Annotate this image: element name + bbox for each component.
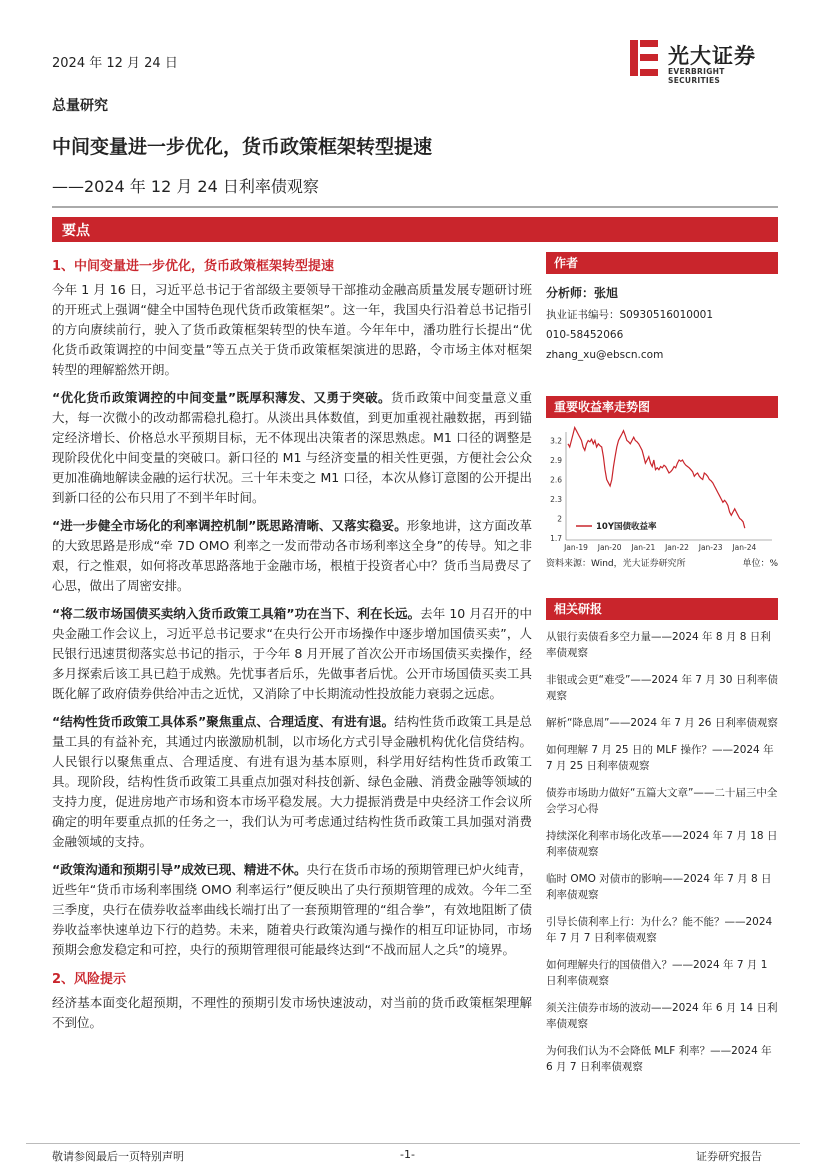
x-tick-label: Jan-24 bbox=[732, 543, 757, 552]
x-tick-label: Jan-21 bbox=[631, 543, 656, 552]
paragraph-4-body: 去年 10 月召开的中央金融工作会议上，习近平总书记要求“在央行公开市场操作中逐步增加国债买卖”，人民银行迅速贯彻落实总书记的指示，于今年 8 月开展了首次公开市场国债买卖操作，经多月探索后该工具已趋于成熟。先忧事者后乐，先做事者后忧。公开市场国债买卖工具既化解了政府债券供给冲击之近忧，又消除了中长期流动性投放能力衰弱之远虑。 bbox=[52, 606, 532, 701]
related-item[interactable]: 持续深化利率市场化改革——2024 年 7 月 18 日利率债观察 bbox=[546, 830, 778, 858]
report-category: 总量研究 bbox=[52, 98, 108, 114]
chart-bar: 重要收益率走势图 bbox=[546, 396, 778, 418]
chart-panel bbox=[546, 396, 778, 570]
analyst-cert: 执业证书编号：S0930516010001 bbox=[546, 309, 714, 321]
x-tick-label: Jan-22 bbox=[665, 543, 689, 552]
chart-source: 资料来源：Wind，光大证券研究所 bbox=[546, 559, 686, 569]
logo-text-en: EVERBRIGHT SECURITIES bbox=[668, 67, 725, 85]
x-tick-label: Jan-19 bbox=[564, 543, 588, 552]
y-tick-label: 2.3 bbox=[550, 495, 562, 504]
related-item[interactable]: 须关注债券市场的波动——2024 年 6 月 14 日利率债观察 bbox=[546, 1002, 778, 1030]
paragraph-3 bbox=[52, 516, 532, 596]
related-item[interactable]: 从银行卖债看多空力量——2024 年 8 月 8 日利率债观察 bbox=[546, 631, 771, 659]
related-item[interactable]: 如何理解 7 月 25 日的 MLF 操作？——2024 年 7 月 25 日利率债观察 bbox=[546, 744, 774, 772]
y-tick-label: 2.9 bbox=[550, 456, 562, 465]
paragraph-5-body: 结构性货币政策工具是总量工具的有益补充，其通过内嵌激励机制，以市场化方式引导金融机构优化信贷结构。人民银行以聚焦重点、合理适度、有进有退为基本原则，科学用好结构性货币政策工具。现阶段，结构性货币政策工具重点加强对科技创新、绿色金融、消费金融等领域的支持力度，促进房地产市场和资本市场平稳发展。大力提振消费是中央经济工作会议所确定的明年要重点抓的任务之一，我们认为可考虑通过结构性货币政策工具加强对消费金融领域的支持。 bbox=[52, 714, 532, 849]
main-content bbox=[52, 252, 532, 1041]
footer-disclaimer[interactable]: 敬请参阅最后一页特别声明 bbox=[52, 1150, 184, 1163]
related-item[interactable]: 为何我们认为不会降低 MLF 利率？——2024 年 6 月 7 日利率债观察 bbox=[546, 1045, 772, 1073]
yield-chart bbox=[546, 424, 778, 554]
related-item[interactable]: 临时 OMO 对债市的影响——2024 年 7 月 8 日利率债观察 bbox=[546, 873, 772, 901]
keypoints-label: 要点 bbox=[62, 223, 90, 239]
paragraph-2-lead: “优化货币政策调控的中间变量”既厚积薄发、又勇于突破。 bbox=[52, 390, 391, 405]
section-heading-2: 2、风险提示 bbox=[52, 972, 127, 987]
brand-logo bbox=[628, 38, 778, 85]
related-item[interactable]: 引导长债利率上行：为什么？能不能？——2024 年 7 月 7 日利率债观察 bbox=[546, 916, 773, 944]
paragraph-2-body: 货币政策中间变量意义重大，每一次微小的改动都需稳扎稳打。从淡出具体数值，到更加重视社融数据，再到锚定经济增长、价格总水平预期目标，无不体现出决策者的深思熟虑。M1 口径的调整是现阶段优化中间变量的突破口。新口径的 M1 与经济变量的相关性更强，方便社会公众更加准确地解读金融的运行状况。三十年未变之 M1 口径，本次从修订意图的公开提出到新口径的公布只用了不到半年时间。 bbox=[52, 390, 532, 505]
section-heading-1: 1、中间变量进一步优化，货币政策框架转型提速 bbox=[52, 259, 335, 274]
related-bar: 相关研报 bbox=[546, 598, 778, 620]
related-item[interactable]: 债券市场助力做好“五篇大文章”——二十届三中全会学习心得 bbox=[546, 787, 778, 815]
keypoints-bar bbox=[52, 217, 778, 242]
paragraph-3-lead: “进一步健全市场化的利率调控机制”既思路清晰、又落实稳妥。 bbox=[52, 518, 407, 533]
chart-footer bbox=[546, 556, 778, 570]
y-tick-label: 2.6 bbox=[550, 475, 562, 485]
analyst-name: 分析师：张旭 bbox=[546, 286, 619, 300]
related-item[interactable]: 非银或会更“难受”——2024 年 7 月 30 日利率债观察 bbox=[546, 674, 778, 702]
y-tick-label: 1.7 bbox=[550, 534, 562, 543]
y-tick-label: 2 bbox=[557, 514, 562, 524]
page-number: -1- bbox=[400, 1148, 415, 1161]
related-item[interactable]: 解析“降息周”——2024 年 7 月 26 日利率债观察 bbox=[546, 717, 778, 729]
paragraph-6-lead: “政策沟通和预期引导”成效已现、精进不休。 bbox=[52, 862, 307, 877]
paragraph-6 bbox=[52, 860, 532, 960]
chart-unit: 单位：% bbox=[742, 559, 778, 569]
y-tick-label: 3.2 bbox=[550, 436, 562, 446]
x-tick-label: Jan-23 bbox=[698, 543, 723, 552]
report-date: 2024 年 12 月 24 日 bbox=[52, 56, 178, 71]
related-list bbox=[546, 629, 778, 1075]
paragraph-3-body: 形象地讲，这方面改革的大致思路是形成“牵 7D OMO 利率之一发而带动各市场利率这全身”的传导。知之非艰，行之惟艰，如何将改革思路落地于金融市场，根植于投资者心中？货币当局费尽了心思，做出了周密安排。 bbox=[52, 518, 532, 593]
paragraph-5-lead: “结构性货币政策工具体系”聚焦重点、合理适度、有进有退。 bbox=[52, 714, 395, 729]
analyst-phone: 010-58452066 bbox=[546, 329, 624, 341]
report-subtitle: ——2024 年 12 月 24 日利率债观察 bbox=[52, 177, 319, 196]
x-tick-label: Jan-20 bbox=[597, 543, 622, 552]
paragraph-7: 经济基本面变化超预期，不理性的预期引发市场快速波动，对当前的货币政策框架理解不到位。 bbox=[52, 995, 532, 1030]
paragraph-5 bbox=[52, 712, 532, 852]
paragraph-1: 今年 1 月 16 日，习近平总书记于省部级主要领导干部推动金融高质量发展专题研讨班的开班式上强调“健全中国特色现代货币政策框架”。这一年，我国央行沿着总书记指引的方向赓续前行，驶入了货币政策框架转型的快车道。今年年中，潘功胜行长提出“优化货币政策调控的中间变量”等五点关于货币政策框架演进的思路，令市场主体对框架转型的理解豁然开朗。 bbox=[52, 282, 532, 377]
footer-report-type: 证券研究报告 bbox=[696, 1150, 762, 1163]
footer-divider bbox=[26, 1143, 800, 1144]
paragraph-4-lead: “将二级市场国债买卖纳入货币政策工具箱”功在当下、利在长远。 bbox=[52, 606, 421, 621]
related-panel bbox=[546, 598, 778, 1086]
header-divider bbox=[52, 206, 778, 208]
paragraph-6-body: 央行在货币市场的预期管理已炉火纯青，近些年“货币市场利率围绕 OMO 利率运行”便反映出了央行预期管理的成效。今年二至三季度，央行在债券收益率曲线长端打出了一套预期管理的“组合拳”，有效地阻断了债券收益率快速单边下行的趋势。未来，随着央行政策沟通与操作的相互印证协同，市场预期会愈发稳定和可控，央行的预期管理很可能最终达到“不战而屈人之兵”的境界。 bbox=[52, 862, 532, 957]
related-item[interactable]: 如何理解央行的国债借入？——2024 年 7 月 1 日利率债观察 bbox=[546, 959, 768, 987]
everbright-logo-icon bbox=[628, 38, 662, 78]
series-line-10y bbox=[568, 428, 745, 529]
legend-label: 10Y国债收益率 bbox=[596, 522, 657, 532]
logo-text-cn: 光大证券 bbox=[668, 44, 756, 68]
paragraph-4 bbox=[52, 604, 532, 704]
paragraph-2 bbox=[52, 388, 532, 508]
author-panel bbox=[546, 252, 778, 365]
author-bar: 作者 bbox=[546, 252, 778, 274]
analyst-email: zhang_xu@ebscn.com bbox=[546, 349, 664, 361]
report-title: 中间变量进一步优化，货币政策框架转型提速 bbox=[52, 136, 433, 158]
